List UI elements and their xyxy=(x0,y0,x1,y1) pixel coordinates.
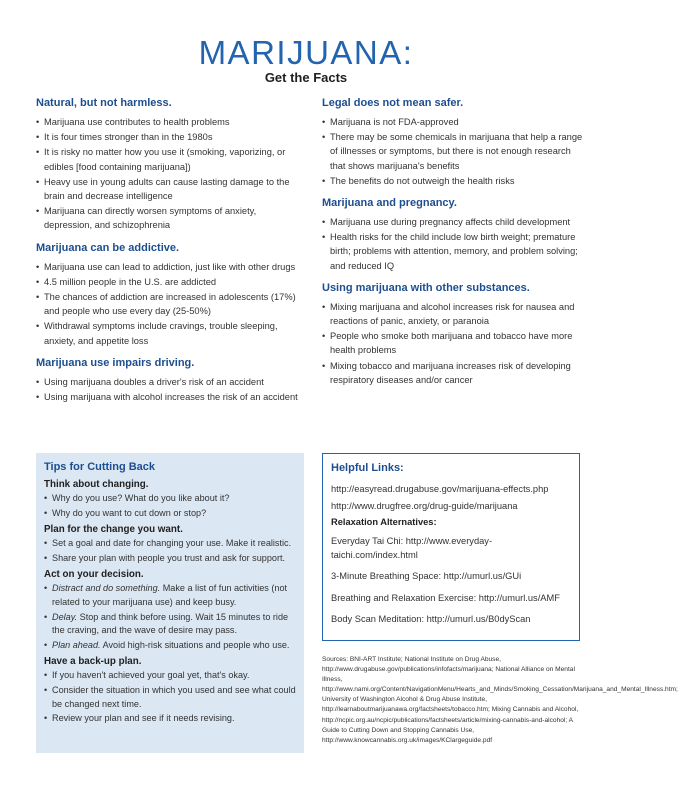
bullet-item: • Marijuana use can lead to addiction, just like with other drugs xyxy=(36,260,298,274)
tips-bullet-item xyxy=(44,639,296,653)
tips-bullet-item xyxy=(44,712,296,726)
tips-bullet-text: Share your plan with people you trust and ask for support. xyxy=(52,552,286,563)
bullet-item: • Using marijuana doubles a driver's risk of an accident xyxy=(36,375,298,389)
page-title: MARIJUANA: xyxy=(198,34,414,71)
bullet-list xyxy=(36,115,298,233)
tips-bullet-text: Why do you use? What do you like about it? xyxy=(52,493,230,503)
tips-box xyxy=(36,453,304,753)
bullet-list xyxy=(322,115,584,188)
tips-bullet-emphasis: Plan ahead. xyxy=(52,639,101,650)
tips-title: Tips for Cutting Back xyxy=(44,461,156,473)
section-heading: Using marijuana with other substances. xyxy=(322,281,530,294)
tips-group-heading: Have a back-up plan. xyxy=(44,656,142,668)
section-heading: Marijuana use impairs driving. xyxy=(36,356,195,369)
bullet-list xyxy=(322,215,584,273)
tips-bullet-list xyxy=(44,582,296,652)
bullet-item: • Marijuana use contributes to health problems xyxy=(36,115,298,129)
bullet-item: • The chances of addiction are increased in adolescents (17%) and people who use every day (25-50%) xyxy=(36,290,298,318)
bullet-item: • 4.5 million people in the U.S. are addicted xyxy=(36,275,298,289)
tips-bullet-list xyxy=(44,669,296,725)
section-heading: Natural, but not harmless. xyxy=(36,97,172,109)
relax-item-breathing-space[interactable]: 3-Minute Breathing Space: http://umurl.us/GUi xyxy=(331,571,522,582)
tips-bullet-item xyxy=(44,684,296,711)
tips-bullet-emphasis: Distract and do something. xyxy=(52,583,161,594)
bullet-item: • There may be some chemicals in marijuana that help a range of illnesses or symptoms, but there is not enough research that shows marijuana's benefits xyxy=(322,130,584,173)
bullet-item: • Heavy use in young adults can cause lasting damage to the brain and decrease intelligence xyxy=(36,175,298,203)
link-easyread[interactable]: http://easyread.drugabuse.gov/marijuana-effects.php xyxy=(331,484,549,494)
section-heading: Marijuana can be addictive. xyxy=(36,241,180,254)
tips-bullet-item xyxy=(44,669,296,683)
bullet-item: • It is risky no matter how you use it (smoking, vaporizing, or edibles [food containing marijuana]) xyxy=(36,145,298,173)
tips-bullet-list xyxy=(44,537,296,565)
links-title: Helpful Links: xyxy=(331,462,404,474)
relax-item-breathing-exercise[interactable]: Breathing and Relaxation Exercise: http://umurl.us/AMF xyxy=(331,592,560,603)
tips-bullet-emphasis: Delay. xyxy=(52,611,78,622)
relaxation-heading: Relaxation Alternatives: xyxy=(331,517,437,527)
bullet-list xyxy=(36,260,298,348)
section-heading: Legal does not mean safer. xyxy=(322,97,464,109)
tips-bullet-item xyxy=(44,537,296,551)
tips-bullet-list xyxy=(44,492,296,520)
relax-item-body-scan[interactable]: Body Scan Meditation: http://umurl.us/B0dyScan xyxy=(331,614,531,625)
tips-bullet-text: Set a goal and date for changing your use. Make it realistic. xyxy=(52,538,292,549)
bullet-item: • Mixing marijuana and alcohol increases risk for nausea and reactions of panic, anxiety, or paranoia xyxy=(322,300,584,328)
sources-text: Sources: BNI-ART Institute; National Institute on Drug Abuse, http://www.drugabuse.gov/publications/infofacts/marijuana; National Alliance on Mental Illness, http://www.nami.org/Content/NavigationMenu/Hearts_and_Minds/Smoking_Cessation/Marijuana_and_Mental_Illness.htm; University of Washington Alcohol & Drug Abuse Institute, http://learnaboutmarijuanawa.org/factsheets/tobacco.htm; Mixing Cannabis and Alcohol, http://ncpic.org.au/ncpic/publications/factsheets/article/mixing-cannabis-and-alcohol; A Guide to Cutting Down and Stopping Cannabis Use, http://www.knowcannabis.org.uk/images/KClargeguide.pdf xyxy=(322,656,678,744)
tips-group-heading: Plan for the change you want. xyxy=(44,524,183,536)
bullet-list xyxy=(36,375,298,404)
tips-bullet-text: Avoid high-risk situations and people who use. xyxy=(100,639,290,650)
tips-groups xyxy=(44,479,296,726)
tips-bullet-item xyxy=(44,552,296,566)
bullet-item: • Marijuana use during pregnancy affects child development xyxy=(322,215,584,229)
tips-bullet-text: Why do you want to cut down or stop? xyxy=(52,507,207,518)
page-subtitle: Get the Facts xyxy=(264,70,348,85)
tips-bullet-item xyxy=(44,507,296,521)
helpful-links-box xyxy=(322,453,580,641)
bullet-item: • Withdrawal symptoms include cravings, trouble sleeping, anxiety, and appetite loss xyxy=(36,319,298,347)
tips-bullet-text: If you haven't achieved your goal yet, that's okay. xyxy=(52,670,250,681)
bullet-item: • Health risks for the child include low birth weight; premature birth; problems with attention, memory, and problem solving; and reduced IQ xyxy=(322,230,584,273)
bullet-list xyxy=(322,300,584,387)
tips-bullet-text: Stop and think before using. Wait 15 minutes to ride the craving, and the wave of desire may pass. xyxy=(52,611,289,636)
bullet-item: • Using marijuana with alcohol increases the risk of an accident xyxy=(36,390,298,404)
link-drugfree[interactable]: http://www.drugfree.org/drug-guide/marijuana xyxy=(331,501,518,511)
left-column xyxy=(36,96,298,412)
tips-bullet-text: Review your plan and see if it needs revising. xyxy=(52,713,235,724)
right-column xyxy=(322,96,584,395)
bullet-item: • Marijuana can directly worsen symptoms of anxiety, depression, and schizophrenia xyxy=(36,204,298,232)
bullet-item: • It is four times stronger than in the 1980s xyxy=(36,130,298,144)
bullet-item: • The benefits do not outweigh the health risks xyxy=(322,174,584,188)
relax-item-tai-chi[interactable]: Everyday Tai Chi: http://www.everyday-taichi.com/index.html xyxy=(331,536,493,560)
tips-group-heading: Think about changing. xyxy=(44,479,149,490)
bullet-item: • Mixing tobacco and marijuana increases risk of developing respiratory diseases and/or cancer xyxy=(322,359,584,387)
tips-group-heading: Act on your decision. xyxy=(44,569,144,581)
tips-bullet-item xyxy=(44,582,296,609)
bullet-item: • People who smoke both marijuana and tobacco have more health problems xyxy=(322,329,584,357)
tips-bullet-text: Make a list of fun activities (not related to your marijuana use) and keep busy. xyxy=(52,583,288,607)
tips-bullet-item xyxy=(44,611,296,638)
tips-bullet-text: Consider the situation in which you used and see what could be changed next time. xyxy=(52,684,296,709)
section-heading: Marijuana and pregnancy. xyxy=(322,197,457,210)
bullet-item: • Marijuana is not FDA-approved xyxy=(322,115,584,129)
tips-bullet-item xyxy=(44,492,296,506)
